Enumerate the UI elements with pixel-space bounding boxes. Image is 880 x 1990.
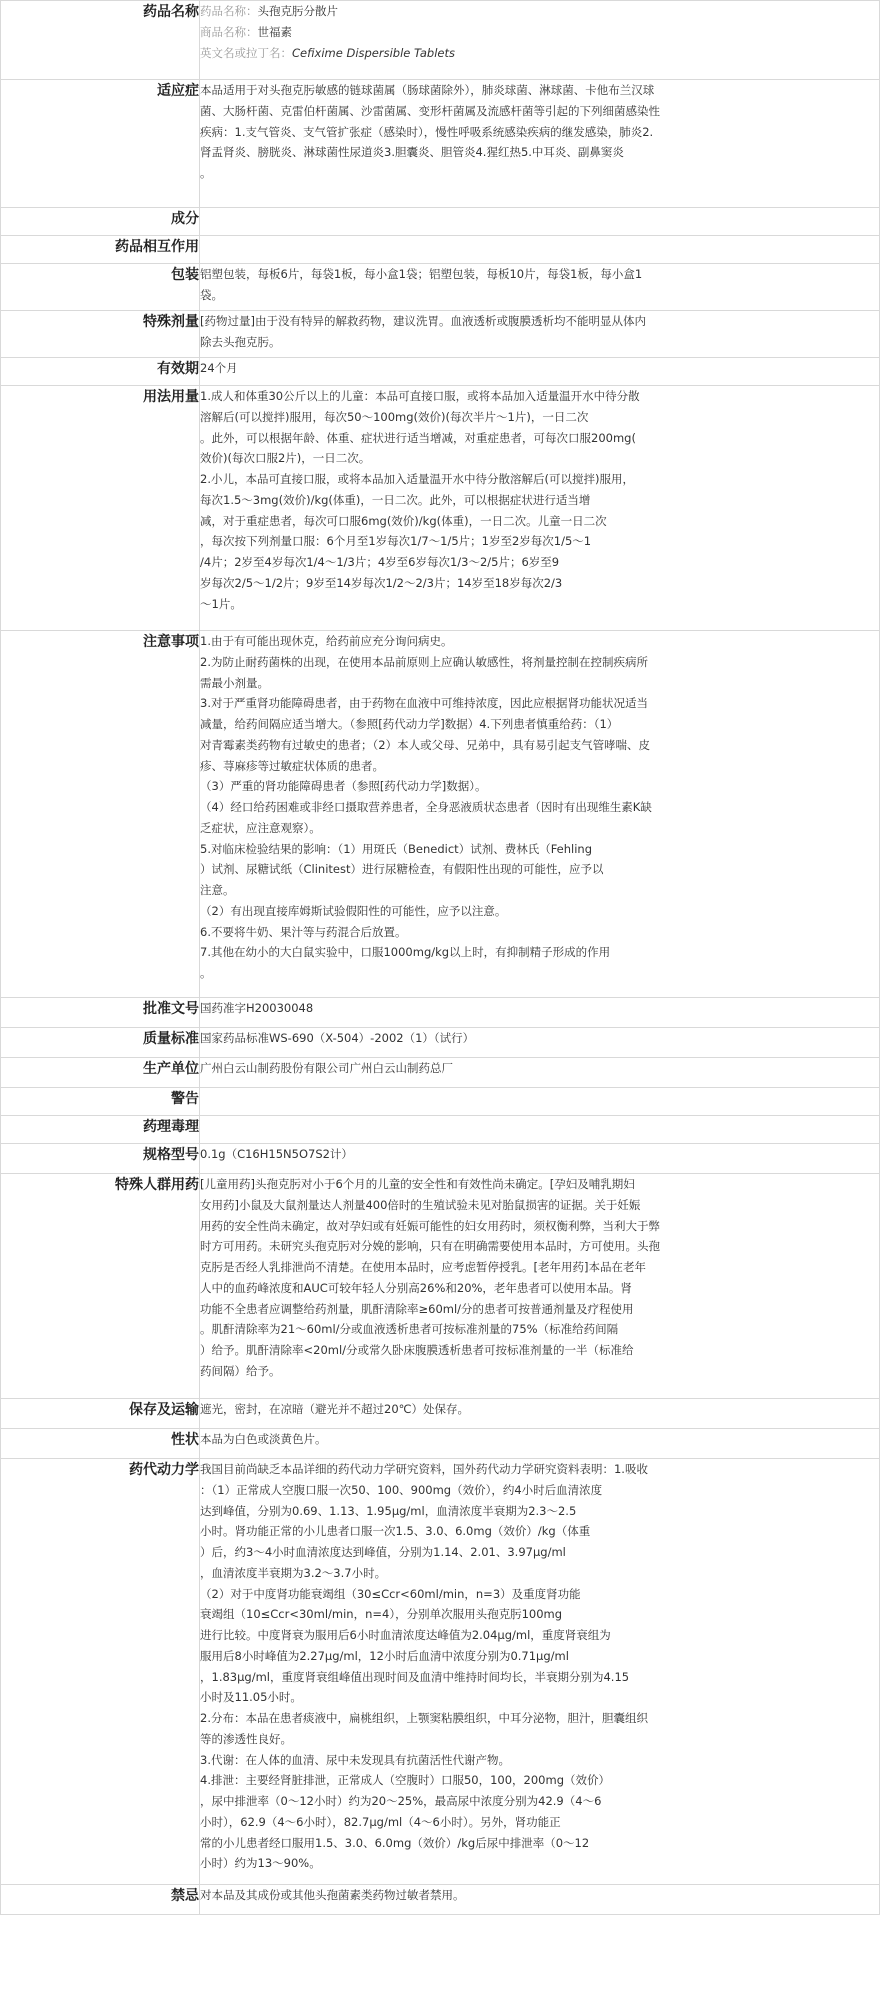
trade-name-value: 世福素 bbox=[257, 24, 292, 39]
row-specification bbox=[1, 1144, 880, 1174]
row-drug-name bbox=[1, 1, 880, 80]
row-value: 本品适用于对头孢克肟敏感的链球菌属（肠球菌除外），肺炎球菌、淋球菌、卡他布兰汉球 菌、大肠杆菌、克雷伯杆菌属、沙雷菌属、变形杆菌属及流感杆菌等引起的下列细菌感染性 疾病：1.支气管炎、支气管扩张症（感染时），慢性呼吸系统感染疾病的继发感染，肺炎2. 肾盂肾炎、膀胱炎、淋球菌性尿道炎3.胆囊炎、胆管炎4.猩红热5.中耳炎、副鼻窦炎 。 bbox=[200, 80, 880, 208]
row-packaging bbox=[1, 264, 880, 311]
trade-name-line bbox=[200, 22, 879, 43]
row-storage bbox=[1, 1399, 880, 1429]
row-value: 我国目前尚缺乏本品详细的药代动力学研究资料，国外药代动力学研究资料表明：1.吸收 ：（1）正常成人空腹口服一次50、100、900mg（效价），约4小时后血清浓度 达到峰值，分别为0.69、1.13、1.95μg/ml，血清浓度半衰期为2.3～2.5 小时。肾功能正常的小儿患者口服一次1.5、3.0、6.0mg（效价）/kg（体重 ）后，约3～4小时血清浓度达到峰值，分别为1.14、2.01、3.97μg/ml ，血清浓度半衰期为3.2～3.7小时。 （2）对于中度肾功能衰竭组（30≤Ccr<60ml/min，n=3）及重度肾功能 衰竭组（10≤Ccr<30ml/min，n=4），分别单次服用头孢克肟100mg 进行比较。中度肾衰为服用后6小时血清浓度达峰值为2.04μg/ml，重度肾衰组为 服用后8小时峰值为2.27μg/ml，12小时后血清中浓度分别为0.71μg/ml ，1.83μg/ml，重度肾衰组峰值出现时间及血清中维持时间均长，半衰期分别为4.15 小时及11.05小时。 2.分布：本品在患者痰液中，扁桃组织，上颚窦粘膜组织，中耳分泌物，胆汁，胆囊组织 等的渗透性良好。 3.代谢：在人体的血清、尿中未发现具有抗菌活性代谢产物。 4.排泄：主要经肾脏排泄，正常成人（空腹时）口服50，100，200mg（效价） ，尿中排泄率（0～12小时）约为20～25%，最高尿中浓度分别为42.9（4～6 小时），62.9（4～6小时），82.7μg/ml（4～6小时）。另外，肾功能正 常的小儿患者经口服用1.5、3.0、6.0mg（效价）/kg后尿中排泄率（0～12 小时）约为13～90%。 bbox=[200, 1459, 880, 1885]
row-label: 药品相互作用 bbox=[1, 236, 200, 264]
row-label: 药品名称 bbox=[1, 1, 200, 80]
row-quality-standard bbox=[1, 1028, 880, 1058]
row-label: 批准文号 bbox=[1, 998, 200, 1028]
row-value bbox=[200, 1088, 880, 1116]
row-label: 特殊剂量 bbox=[1, 311, 200, 358]
row-value bbox=[200, 1116, 880, 1144]
row-manufacturer bbox=[1, 1058, 880, 1088]
english-name-key: 英文名或拉丁名： bbox=[200, 45, 292, 60]
row-value: 本品为白色或淡黄色片。 bbox=[200, 1429, 880, 1459]
row-label: 规格型号 bbox=[1, 1144, 200, 1174]
row-label: 成分 bbox=[1, 208, 200, 236]
row-value: 国药准字H20030048 bbox=[200, 998, 880, 1028]
row-overdose bbox=[1, 311, 880, 358]
row-pharmacokinetics bbox=[1, 1459, 880, 1885]
row-value bbox=[200, 236, 880, 264]
generic-name-key: 药品名称： bbox=[200, 4, 258, 18]
row-value: 广州白云山制药股份有限公司广州白云山制药总厂 bbox=[200, 1058, 880, 1088]
row-value: 0.1g（C16H15N5O7S2计） bbox=[200, 1144, 880, 1174]
row-label: 警告 bbox=[1, 1088, 200, 1116]
row-precautions bbox=[1, 631, 880, 998]
row-warning bbox=[1, 1088, 880, 1116]
row-label: 禁忌 bbox=[1, 1885, 200, 1915]
row-approval-number bbox=[1, 998, 880, 1028]
row-pharmacology bbox=[1, 1116, 880, 1144]
row-label: 特殊人群用药 bbox=[1, 1174, 200, 1399]
row-indications bbox=[1, 80, 880, 208]
row-label: 适应症 bbox=[1, 80, 200, 208]
row-description bbox=[1, 1429, 880, 1459]
row-ingredients bbox=[1, 208, 880, 236]
row-value: 24个月 bbox=[200, 358, 880, 386]
english-name-value: Cefixime Dispersible Tablets bbox=[292, 45, 455, 60]
row-shelf-life bbox=[1, 358, 880, 386]
row-dosage bbox=[1, 386, 880, 631]
trade-name-key: 商品名称： bbox=[200, 24, 258, 39]
row-value bbox=[200, 208, 880, 236]
row-value: 1.由于有可能出现休克，给药前应充分询问病史。 2.为防止耐药菌株的出现，在使用本品前原则上应确认敏感性，将剂量控制在控制疾病所 需最小剂量。 3.对于严重肾功能障碍患者，由于药物在血液中可维持浓度，因此应根据肾功能状况适当 减量，给药间隔应适当增大。（参照[药代动力学]数据）4.下列患者慎重给药：（1） 对青霉素类药物有过敏史的患者；（2）本人或父母、兄弟中，具有易引起支气管哮喘、皮 疹、荨麻疹等过敏症状体质的患者。 （3）严重的肾功能障碍患者（参照[药代动力学]数据）。 （4）经口给药困难或非经口摄取营养患者，全身恶液质状态患者（因时有出现维生素K缺 乏症状，应注意观察）。 5.对临床检验结果的影响：（1）用斑氏（Benedict）试剂、费林氏（Fehling ）试剂、尿糖试纸（Clinitest）进行尿糖检查，有假阳性出现的可能性，应予以 注意。 （2）有出现直接库姆斯试验假阳性的可能性，应予以注意。 6.不要将牛奶、果汁等与药混合后放置。 7.其他在幼小的大白鼠实验中，口服1000mg/kg以上时，有抑制精子形成的作用 。 bbox=[200, 631, 880, 998]
row-interactions bbox=[1, 236, 880, 264]
row-label: 质量标准 bbox=[1, 1028, 200, 1058]
row-label: 包装 bbox=[1, 264, 200, 311]
row-label: 性状 bbox=[1, 1429, 200, 1459]
row-label: 注意事项 bbox=[1, 631, 200, 998]
row-label: 药代动力学 bbox=[1, 1459, 200, 1885]
row-label: 生产单位 bbox=[1, 1058, 200, 1088]
row-contraindications bbox=[1, 1885, 880, 1915]
row-value: 铝塑包装，每板6片，每袋1板，每小盒1袋；铝塑包装，每板10片，每袋1板，每小盒1 袋。 bbox=[200, 264, 880, 311]
generic-name-line bbox=[200, 1, 879, 22]
row-value: 遮光，密封，在凉暗（避光并不超过20℃）处保存。 bbox=[200, 1399, 880, 1429]
english-name-line bbox=[200, 43, 879, 64]
row-value: 对本品及其成份或其他头孢菌素类药物过敏者禁用。 bbox=[200, 1885, 880, 1915]
row-value: 国家药品标准WS-690（X-504）-2002（1）（试行） bbox=[200, 1028, 880, 1058]
row-label: 药理毒理 bbox=[1, 1116, 200, 1144]
row-value: [儿童用药]头孢克肟对小于6个月的儿童的安全性和有效性尚未确定。[孕妇及哺乳期妇 女用药]小鼠及大鼠剂量达人剂量400倍时的生殖试验未见对胎鼠损害的证据。关于妊娠 用药的安全性尚未确定，故对孕妇或有妊娠可能性的妇女用药时，须权衡利弊，当利大于弊 时方可用药。未研究头孢克肟对分娩的影响，只有在明确需要使用本品时，方可使用。头孢 克肟是否经人乳排泄尚不清楚。在使用本品时，应考虑暂停授乳。[老年用药]本品在老年 人中的血药峰浓度和AUC可较年轻人分别高26%和20%，老年患者可以使用本品。肾 功能不全患者应调整给药剂量，肌酐清除率≥60ml/分的患者可按普通剂量及疗程使用 。肌酐清除率为21～60ml/分或血液透析患者可按标准剂量的75%（标准给药间隔 ）给予。肌酐清除率<20ml/分或常久卧床腹膜透析患者可按标准剂量的一半（标准给 药间隔）给予。 bbox=[200, 1174, 880, 1399]
row-label: 保存及运输 bbox=[1, 1399, 200, 1429]
drug-name-cell bbox=[200, 1, 880, 80]
row-label: 有效期 bbox=[1, 358, 200, 386]
row-value: [药物过量]由于没有特异的解救药物，建议洗胃。血液透析或腹膜透析均不能明显从体内 除去头孢克肟。 bbox=[200, 311, 880, 358]
row-label: 用法用量 bbox=[1, 386, 200, 631]
generic-name-value: 头孢克肟分散片 bbox=[257, 4, 338, 18]
row-value: 1.成人和体重30公斤以上的儿童：本品可直接口服，或将本品加入适量温开水中待分散 溶解后(可以搅拌)服用，每次50～100mg(效价)(每次半片～1片)，一日二次 。此外，可以根据年龄、体重、症状进行适当增减，对重症患者，可每次口服200mg( 效价)(每次口服2片)，一日二次。 2.小儿，本品可直接口服，或将本品加入适量温开水中待分散溶解后(可以搅拌)服用， 每次1.5～3mg(效价)/kg(体重)，一日二次。此外，可以根据症状进行适当增 减，对于重症患者，每次可口服6mg(效价)/kg(体重)，一日二次。儿童一日二次 ，每次按下列剂量口服：6个月至1岁每次1/7～1/5片；1岁至2岁每次1/5～1 /4片；2岁至4岁每次1/4～1/3片；4岁至6岁每次1/3～2/5片；6岁至9 岁每次2/5～1/2片；9岁至14岁每次1/2～2/3片；14岁至18岁每次2/3 ～1片。 bbox=[200, 386, 880, 631]
row-special-populations bbox=[1, 1174, 880, 1399]
